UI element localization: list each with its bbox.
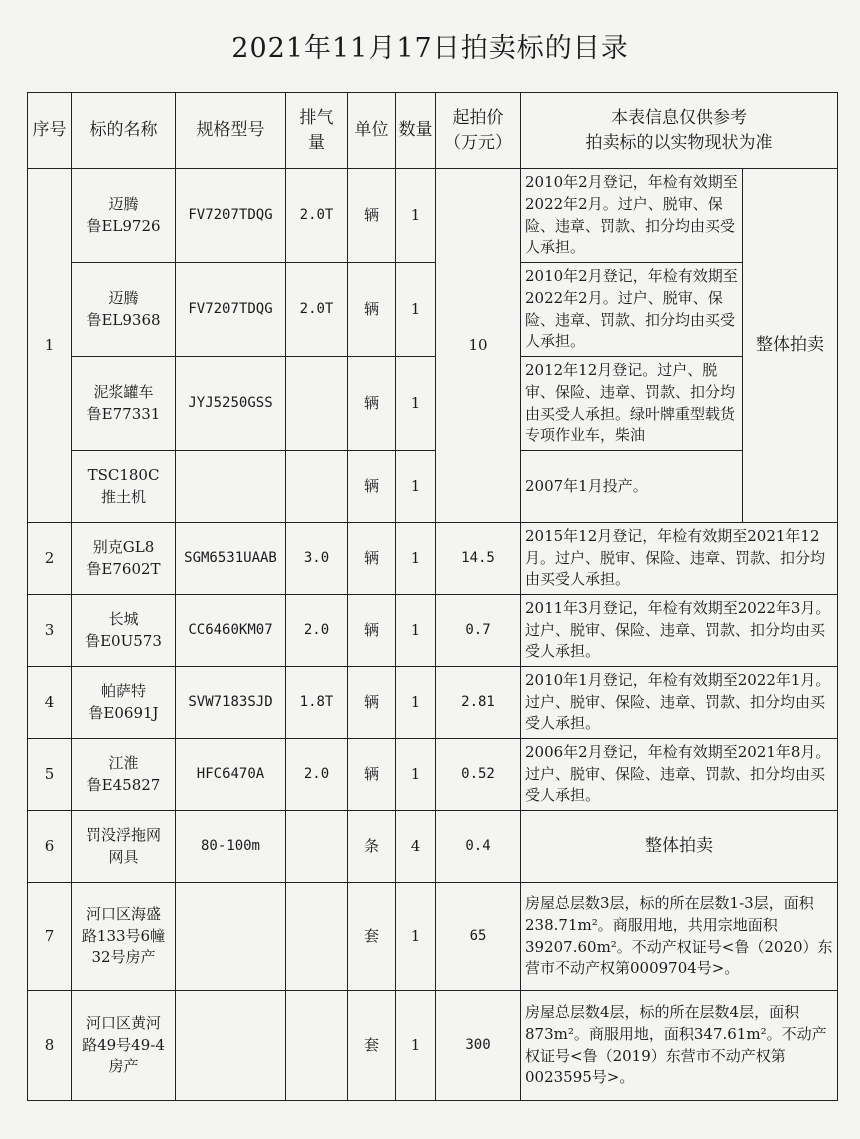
- cell-name: TSC180C 推土机: [72, 451, 176, 523]
- cell-note: 2007年1月投产。: [521, 451, 743, 523]
- page-title: 2021年11月17日拍卖标的目录: [231, 33, 629, 64]
- table-row: [28, 991, 838, 1101]
- table-row: [28, 883, 838, 991]
- cell-displacement: 1.8T: [286, 667, 348, 739]
- table-row: [28, 595, 838, 667]
- cell-seq: 3: [28, 595, 72, 667]
- cell-qty: 1: [396, 595, 436, 667]
- cell-price: 14.5: [436, 523, 521, 595]
- cell-seq: 2: [28, 523, 72, 595]
- cell-note: 2010年2月登记，年检有效期至2022年2月。过户、脱审、保险、违章、罚款、扣分均由买受人承担。: [521, 263, 743, 357]
- cell-displacement: [286, 451, 348, 523]
- cell-price: 0.52: [436, 739, 521, 811]
- cell-model: FV7207TDQG: [176, 169, 286, 263]
- header-price: 起拍价 （万元）: [436, 93, 521, 169]
- table-row: [28, 169, 838, 263]
- table-row: [28, 811, 838, 883]
- cell-note: 2011年3月登记，年检有效期至2022年3月。过户、脱审、保险、违章、罚款、扣分均由买受人承担。: [521, 595, 838, 667]
- table-row: [28, 357, 838, 451]
- cell-name: 河口区海盛 路133号6幢 32号房产: [72, 883, 176, 991]
- header-displacement: 排气 量: [286, 93, 348, 169]
- cell-price: 300: [436, 991, 521, 1101]
- cell-qty: 1: [396, 991, 436, 1101]
- cell-model: CC6460KM07: [176, 595, 286, 667]
- cell-model: [176, 991, 286, 1101]
- table-row: [28, 523, 838, 595]
- cell-displacement: 2.0T: [286, 263, 348, 357]
- cell-qty: 1: [396, 739, 436, 811]
- cell-displacement: 2.0T: [286, 169, 348, 263]
- cell-qty: 1: [396, 263, 436, 357]
- cell-model: JYJ5250GSS: [176, 357, 286, 451]
- cell-model: HFC6470A: [176, 739, 286, 811]
- cell-name: 长城 鲁E0U573: [72, 595, 176, 667]
- cell-qty: 4: [396, 811, 436, 883]
- header-name: 标的名称: [72, 93, 176, 169]
- cell-seq: 8: [28, 991, 72, 1101]
- table-row: [28, 451, 838, 523]
- cell-price: 10: [436, 169, 521, 523]
- cell-price: 0.7: [436, 595, 521, 667]
- cell-price: 65: [436, 883, 521, 991]
- table-row: [28, 739, 838, 811]
- cell-name: 江淮 鲁E45827: [72, 739, 176, 811]
- cell-note: 2012年12月登记。过户、脱审、保险、违章、罚款、扣分均由买受人承担。绿叶牌重型载货专项作业车，柴油: [521, 357, 743, 451]
- cell-name: 迈腾 鲁EL9726: [72, 169, 176, 263]
- cell-name: 帕萨特 鲁E0691J: [72, 667, 176, 739]
- cell-unit: 辆: [348, 523, 396, 595]
- cell-note-whole-lot: 整体拍卖: [743, 169, 838, 523]
- cell-name: 河口区黄河 路49号49-4 房产: [72, 991, 176, 1101]
- cell-note: 房屋总层数4层，标的所在层数4层，面积873m²。商服用地，面积347.61m²。不动产权证号<鲁（2019）东营市不动产权第0023595号>。: [521, 991, 838, 1101]
- cell-unit: 辆: [348, 739, 396, 811]
- header-notes: 本表信息仅供参考 拍卖标的以实物现状为准: [521, 93, 838, 169]
- header-qty: 数量: [396, 93, 436, 169]
- cell-displacement: 3.0: [286, 523, 348, 595]
- cell-displacement: 2.0: [286, 739, 348, 811]
- cell-unit: 辆: [348, 595, 396, 667]
- cell-unit: 辆: [348, 263, 396, 357]
- cell-name: 别克GL8 鲁E7602T: [72, 523, 176, 595]
- header-unit: 单位: [348, 93, 396, 169]
- cell-model: SGM6531UAAB: [176, 523, 286, 595]
- header-seq: 序号: [28, 93, 72, 169]
- cell-unit: 辆: [348, 451, 396, 523]
- cell-unit: 辆: [348, 357, 396, 451]
- header-row: [28, 93, 838, 169]
- cell-note: 2015年12月登记，年检有效期至2021年12月。过户、脱审、保险、违章、罚款、扣分均由买受人承担。: [521, 523, 838, 595]
- cell-model: SVW7183SJD: [176, 667, 286, 739]
- cell-note: 房屋总层数3层，标的所在层数1-3层，面积238.71m²。商服用地，共用宗地面积39207.60m²。不动产权证号<鲁（2020）东营市不动产权第0009704号>。: [521, 883, 838, 991]
- cell-name: 迈腾 鲁EL9368: [72, 263, 176, 357]
- cell-note: 2006年2月登记，年检有效期至2021年8月。过户、脱审、保险、违章、罚款、扣分均由买受人承担。: [521, 739, 838, 811]
- cell-unit: 套: [348, 991, 396, 1101]
- cell-model: FV7207TDQG: [176, 263, 286, 357]
- cell-unit: 辆: [348, 667, 396, 739]
- cell-qty: 1: [396, 169, 436, 263]
- cell-seq: 7: [28, 883, 72, 991]
- cell-qty: 1: [396, 523, 436, 595]
- cell-name: 泥浆罐车 鲁E77331: [72, 357, 176, 451]
- table-row: [28, 263, 838, 357]
- cell-note: 整体拍卖: [521, 811, 838, 883]
- cell-seq: 6: [28, 811, 72, 883]
- header-model: 规格型号: [176, 93, 286, 169]
- auction-table: [27, 92, 838, 1101]
- cell-seq: 1: [28, 169, 72, 523]
- table-row: [28, 667, 838, 739]
- cell-unit: 辆: [348, 169, 396, 263]
- cell-seq: 5: [28, 739, 72, 811]
- cell-model: [176, 883, 286, 991]
- cell-qty: 1: [396, 451, 436, 523]
- cell-unit: 条: [348, 811, 396, 883]
- cell-name: 罚没浮拖网 网具: [72, 811, 176, 883]
- cell-displacement: [286, 883, 348, 991]
- cell-price: 2.81: [436, 667, 521, 739]
- cell-displacement: [286, 811, 348, 883]
- cell-unit: 套: [348, 883, 396, 991]
- cell-qty: 1: [396, 883, 436, 991]
- cell-displacement: [286, 991, 348, 1101]
- cell-displacement: 2.0: [286, 595, 348, 667]
- cell-model: 80-100m: [176, 811, 286, 883]
- cell-qty: 1: [396, 357, 436, 451]
- cell-qty: 1: [396, 667, 436, 739]
- cell-note: 2010年2月登记，年检有效期至2022年2月。过户、脱审、保险、违章、罚款、扣分均由买受人承担。: [521, 169, 743, 263]
- cell-note: 2010年1月登记，年检有效期至2022年1月。过户、脱审、保险、违章、罚款、扣分均由买受人承担。: [521, 667, 838, 739]
- cell-seq: 4: [28, 667, 72, 739]
- cell-price: 0.4: [436, 811, 521, 883]
- cell-model: [176, 451, 286, 523]
- cell-displacement: [286, 357, 348, 451]
